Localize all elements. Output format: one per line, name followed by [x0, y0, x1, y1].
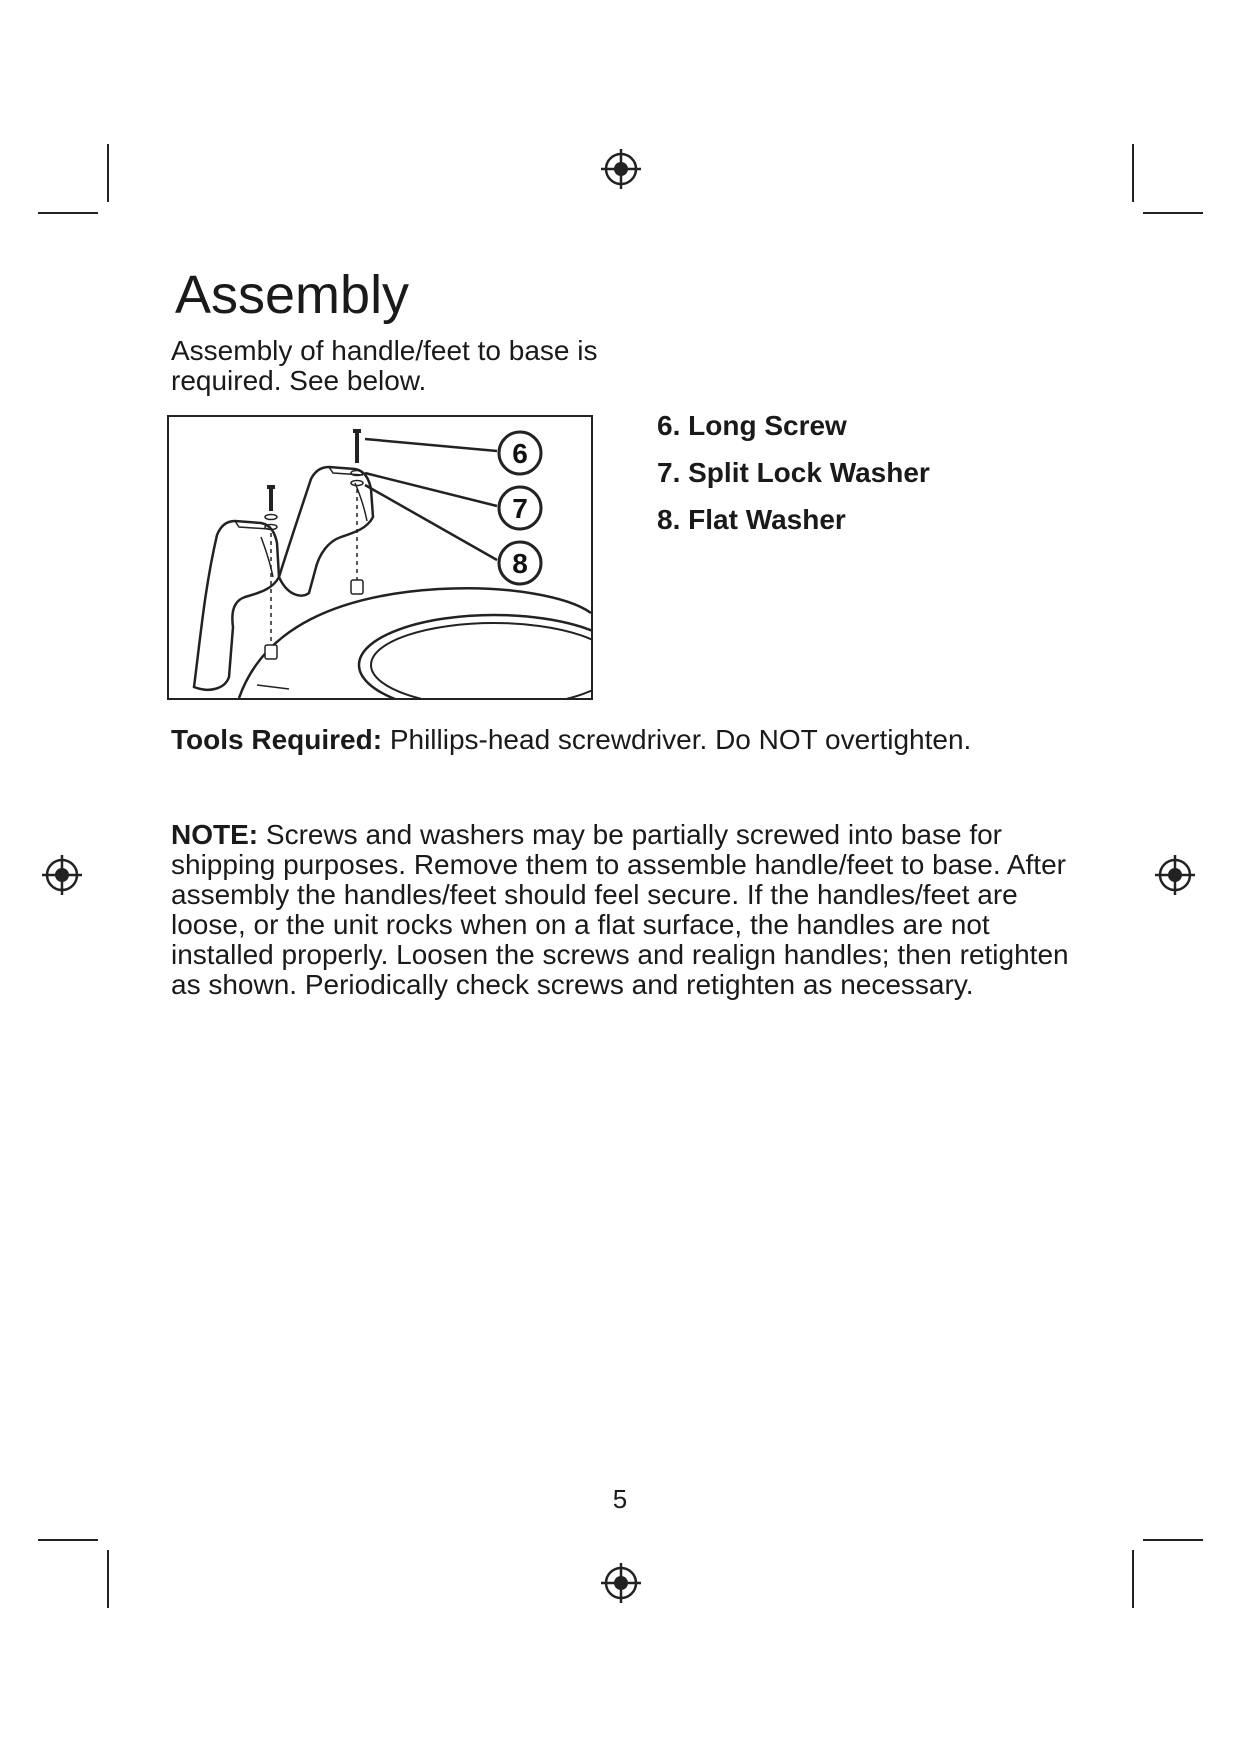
parts-list — [657, 410, 930, 551]
page-number: 5 — [612, 1484, 628, 1514]
crop-mark-bottom-left-vertical — [107, 1550, 109, 1608]
note-paragraph — [171, 820, 1071, 1000]
tools-label: Tools Required: — [171, 724, 383, 755]
crop-mark-bottom-left-horizontal — [38, 1539, 98, 1541]
assembly-diagram — [167, 415, 593, 700]
part-long-screw: 6. Long Screw — [657, 410, 847, 441]
part-flat-washer: 8. Flat Washer — [657, 504, 846, 535]
assembly-illustration — [169, 417, 591, 698]
crop-mark-top-left-vertical — [107, 144, 109, 202]
crop-mark-top-left-horizontal — [38, 212, 98, 214]
crop-mark-top-right-vertical — [1132, 144, 1134, 202]
registration-mark-bottom-icon — [599, 1561, 643, 1605]
tools-required — [171, 724, 1121, 756]
note-label: NOTE: — [171, 819, 259, 850]
crop-mark-top-right-horizontal — [1143, 212, 1203, 214]
callout-6-label: 6 — [512, 438, 528, 469]
tools-text: Phillips-head screwdriver. Do NOT overtighten. — [382, 724, 972, 755]
registration-mark-top-icon — [599, 147, 643, 191]
page-title: Assembly — [175, 265, 410, 325]
registration-mark-left-icon — [40, 853, 84, 897]
note-text: Screws and washers may be partially screwed into base for shipping purposes. Remove them to assemble handle/feet to base. After assembly the handles/feet should feel secure. If the handles/feet are loose, or the unit rocks when on a flat surface, the handles are not installed properly. Loosen the screws and realign handles; then retighten as shown. Periodically check screws and retighten as necessary. — [171, 819, 1069, 1000]
crop-mark-bottom-right-horizontal — [1143, 1539, 1203, 1541]
callout-7-label: 7 — [512, 493, 528, 524]
intro-text: Assembly of handle/feet to base is required. See below. — [171, 335, 598, 396]
part-split-lock-washer: 7. Split Lock Washer — [657, 457, 930, 488]
callout-8-label: 8 — [512, 548, 528, 579]
registration-mark-right-icon — [1153, 853, 1197, 897]
crop-mark-bottom-right-vertical — [1132, 1550, 1134, 1608]
